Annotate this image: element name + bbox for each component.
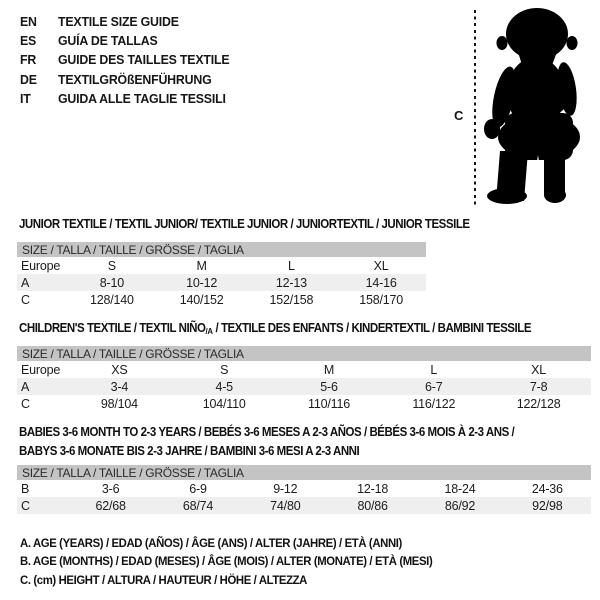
row-label-cell: C <box>17 497 67 514</box>
size-header-band <box>17 242 426 257</box>
language-code: ES <box>20 33 37 49</box>
children-table-title-sub: /A <box>205 326 213 336</box>
table-cell: 10-12 <box>157 274 247 291</box>
table-cell: 104/110 <box>202 396 246 411</box>
table-cell: 74/80 <box>242 497 329 514</box>
babies-table-title <box>19 423 514 460</box>
table-row <box>17 274 426 291</box>
language-row <box>20 50 229 69</box>
table-row <box>17 395 591 412</box>
table-cell: 3-4 <box>67 378 172 395</box>
language-row <box>20 89 229 108</box>
babies-table-title-line2: BABYS 3-6 MONATE BIS 2-3 JAHRE / BAMBINI 3-6 MESI A 2-3 ANNI <box>19 443 360 458</box>
toddler-silhouette <box>481 5 598 206</box>
language-label: GUIDE DES TAILLES TEXTILE <box>58 52 230 68</box>
table-cell: 62/68 <box>67 497 154 514</box>
language-code: FR <box>20 52 37 68</box>
size-header-band-label: SIZE / TALLA / TAILLE / GRÖSSE / TAGLIA <box>17 242 426 257</box>
table-cell: 8-10 <box>67 274 157 291</box>
region-header-cell: Europe <box>21 258 61 273</box>
table-cell: 92/98 <box>504 497 591 514</box>
table-cell: 128/140 <box>89 292 134 307</box>
language-row <box>20 12 229 31</box>
row-label-cell: C <box>21 396 30 411</box>
table-header-row <box>17 361 591 378</box>
language-code: DE <box>20 71 37 87</box>
language-label: GUÍA DE TALLAS <box>58 33 158 49</box>
babies-table-title-line1: BABIES 3-6 MONTH TO 2-3 YEARS / BEBÉS 3-6 MESES A 2-3 AÑOS / BÉBÉS 3-6 MOIS À 2-3 ANS / <box>19 425 515 439</box>
children-table-title-part1: CHILDREN'S TEXTILE / TEXTIL NIÑO <box>19 321 206 335</box>
language-row <box>20 70 229 89</box>
language-label: GUIDA ALLE TAGLIE TESSILI <box>58 90 226 106</box>
table-cell: 158/170 <box>359 292 404 307</box>
language-row <box>20 31 229 50</box>
table-cell: 140/152 <box>179 292 224 307</box>
size-header-cell: M <box>323 362 335 377</box>
table-row <box>17 378 591 395</box>
size-header-cell: M <box>196 258 207 273</box>
table-row <box>17 497 591 514</box>
table-cell: 6-7 <box>381 378 486 395</box>
junior-table-title: JUNIOR TEXTILE / TEXTIL JUNIOR/ TEXTILE JUNIOR / JUNIORTEXTIL / JUNIOR TESSILE <box>19 217 470 231</box>
size-header-cell: L <box>287 258 295 273</box>
table-cell: 5-6 <box>277 378 382 395</box>
table-cell: 3-6 <box>101 481 120 496</box>
children-table-title <box>19 319 531 341</box>
table-header-row <box>17 257 426 274</box>
table-row <box>17 291 426 308</box>
row-label-cell: A <box>17 378 67 395</box>
junior-size-table <box>17 242 426 308</box>
table-cell: 86/92 <box>416 497 503 514</box>
table-cell: 122/128 <box>516 396 561 411</box>
size-header-cell: L <box>430 362 438 377</box>
table-cell: 98/104 <box>100 396 138 411</box>
row-label-cell: B <box>21 481 30 496</box>
language-label: TEXTILGRÖßENFÜHRUNG <box>58 71 212 87</box>
language-label: TEXTILE SIZE GUIDE <box>58 14 179 29</box>
table-cell: 14-16 <box>336 274 426 291</box>
table-cell: 12-13 <box>247 274 337 291</box>
language-code: EN <box>20 14 37 29</box>
table-cell: 18-24 <box>444 481 476 496</box>
size-header-cell: XL <box>531 362 547 377</box>
region-header-cell: Europe <box>21 362 61 377</box>
table-cell: 12-18 <box>357 481 389 496</box>
babies-size-table <box>17 465 591 514</box>
table-cell: 7-8 <box>486 378 591 395</box>
height-marker-label: C <box>454 108 464 123</box>
footnote-height-cm: C. (cm) HEIGHT / ALTURA / HAUTEUR / HÖHE / ALTEZZA <box>20 572 308 587</box>
table-cell: 68/74 <box>154 497 241 514</box>
table-cell: 4-5 <box>172 378 277 395</box>
language-code: IT <box>20 90 31 106</box>
table-row <box>17 480 591 497</box>
size-header-cell: S <box>107 258 116 273</box>
size-header-band <box>17 465 591 480</box>
row-label-cell: A <box>17 274 67 291</box>
size-header-cell: S <box>220 362 229 377</box>
table-cell: 9-12 <box>273 481 298 496</box>
footnote-age-months: B. AGE (MONTHS) / EDAD (MESES) / ÂGE (MOIS) / ALTER (MONATE) / ETÀ (MESI) <box>20 554 433 569</box>
table-cell: 6-9 <box>189 481 207 496</box>
language-guide-list <box>20 12 240 108</box>
table-cell: 24-36 <box>531 481 563 496</box>
children-size-table <box>17 346 591 412</box>
footnote-age-years: A. AGE (YEARS) / EDAD (AÑOS) / ÂGE (ANS) / ALTER (JAHRE) / ETÀ (ANNI) <box>20 536 402 550</box>
table-cell: 152/158 <box>269 292 314 307</box>
children-table-title-part2: / TEXTILE DES ENFANTS / KINDERTEXTIL / BAMBINI TESSILE <box>212 321 532 335</box>
height-measure-dashed-line <box>474 10 476 207</box>
size-header-cell: XS <box>111 362 128 377</box>
size-header-band-label: SIZE / TALLA / TAILLE / GRÖSSE / TAGLIA <box>17 346 591 361</box>
size-header-band-label: SIZE / TALLA / TAILLE / GRÖSSE / TAGLIA <box>17 465 591 480</box>
footnotes <box>20 534 463 589</box>
row-label-cell: C <box>21 292 30 307</box>
table-cell: 80/86 <box>329 497 416 514</box>
size-header-cell: XL <box>373 258 389 273</box>
table-cell: 110/116 <box>308 396 350 411</box>
table-cell: 116/122 <box>412 396 456 411</box>
size-header-band <box>17 346 591 361</box>
